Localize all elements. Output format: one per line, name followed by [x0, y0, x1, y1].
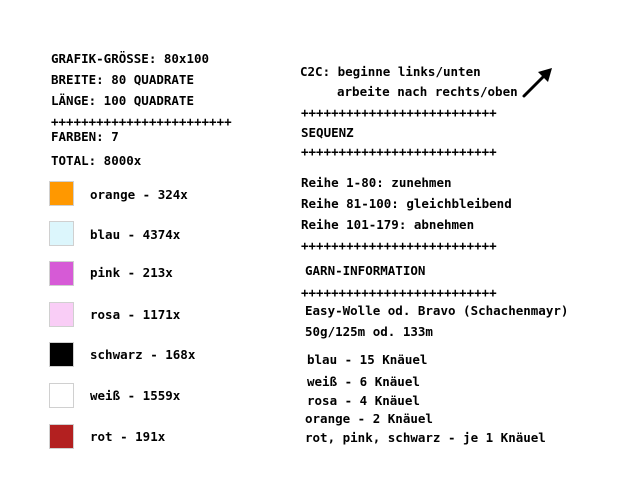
laenge: LÄNGE: 100 QUADRATE	[51, 93, 194, 108]
sequenz-title: SEQUENZ	[301, 125, 354, 140]
right-separator-3: ++++++++++++++++++++++++++	[301, 238, 497, 253]
yarn-brand: Easy-Wolle od. Bravo (Schachenmayr)	[305, 303, 569, 318]
row-instruction: Reihe 81-100: gleichbleibend	[301, 196, 512, 211]
right-separator-1: ++++++++++++++++++++++++++	[301, 105, 497, 120]
skein-count: rosa - 4 Knäuel	[307, 393, 420, 408]
swatch-blau	[49, 221, 74, 246]
color-label-weiss: weiß - 1559x	[90, 388, 181, 403]
garn-title: GARN-INFORMATION	[305, 263, 426, 278]
color-label-rot: rot - 191x	[90, 429, 166, 444]
color-label-schwarz: schwarz - 168x	[90, 347, 196, 362]
swatch-weiss	[49, 383, 74, 408]
swatch-rot	[49, 424, 74, 449]
total: TOTAL: 8000x	[51, 153, 142, 168]
skein-count: rot, pink, schwarz - je 1 Knäuel	[305, 430, 546, 445]
color-label-blau: blau - 4374x	[90, 227, 181, 242]
row-instruction: Reihe 1-80: zunehmen	[301, 175, 452, 190]
row-instruction: Reihe 101-179: abnehmen	[301, 217, 475, 232]
right-separator-2: ++++++++++++++++++++++++++	[301, 144, 497, 159]
left-separator: ++++++++++++++++++++++++	[51, 114, 232, 129]
right-separator-4: ++++++++++++++++++++++++++	[301, 285, 497, 300]
c2c-start: C2C: beginne links/unten	[300, 64, 481, 79]
yarn-weight: 50g/125m od. 133m	[305, 324, 433, 339]
color-label-rosa: rosa - 1171x	[90, 307, 181, 322]
skein-count: blau - 15 Knäuel	[307, 352, 428, 367]
breite: BREITE: 80 QUADRATE	[51, 72, 194, 87]
farben: FARBEN: 7	[51, 129, 119, 144]
swatch-rosa	[49, 302, 74, 327]
swatch-pink	[49, 261, 74, 286]
color-label-pink: pink - 213x	[90, 265, 173, 280]
swatch-orange	[49, 181, 74, 206]
arrow-up-right-icon	[518, 62, 558, 102]
color-label-orange: orange - 324x	[90, 187, 188, 202]
skein-count: weiß - 6 Knäuel	[307, 374, 420, 389]
swatch-schwarz	[49, 342, 74, 367]
grafik-groesse: GRAFIK-GRÖSSE: 80x100	[51, 51, 210, 66]
skein-count: orange - 2 Knäuel	[305, 411, 433, 426]
c2c-direction: arbeite nach rechts/oben	[337, 84, 518, 99]
